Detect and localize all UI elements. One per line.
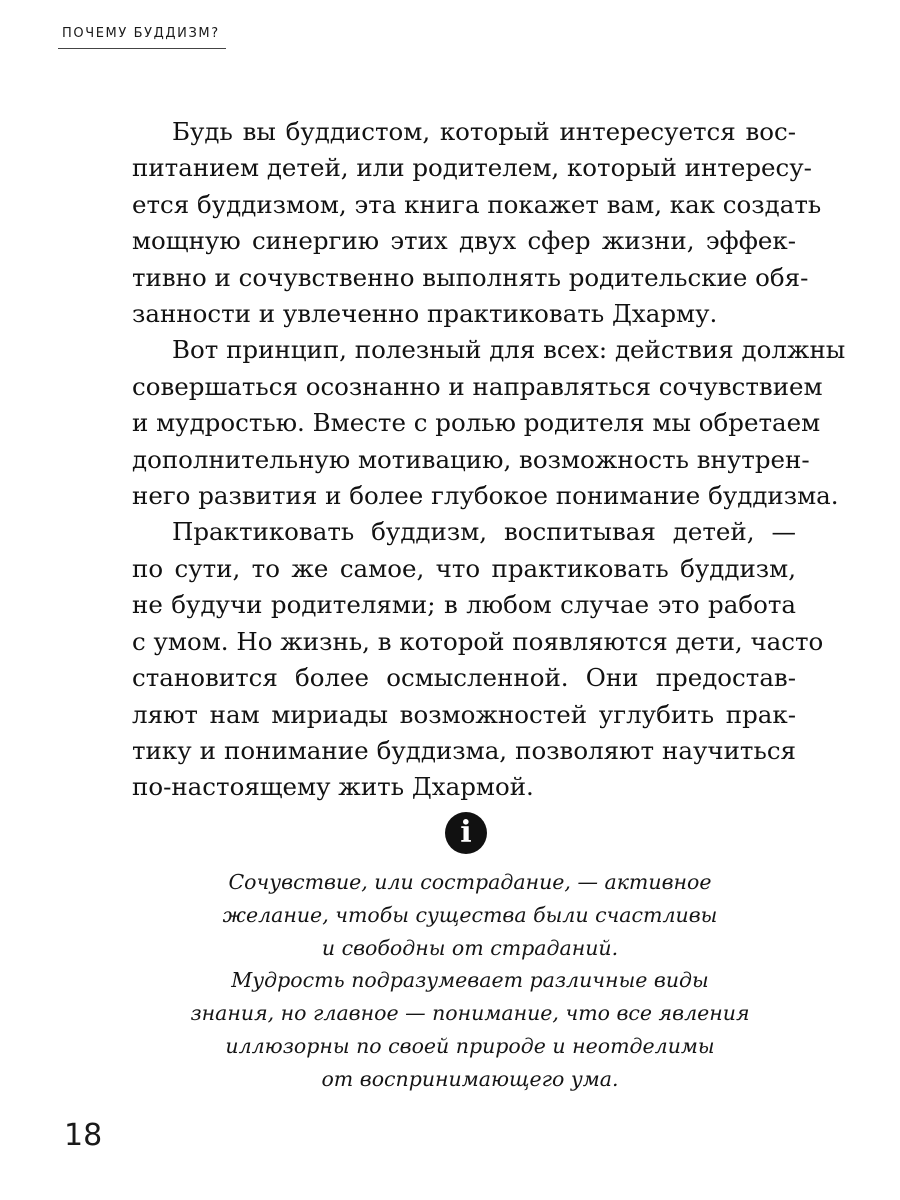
text-line: ется буддизмом, эта книга покажет вам, как создать (132, 189, 822, 219)
text-line: и мудростью. Вместе с ролью родителя мы обретаем (132, 408, 821, 438)
text-line: по-настоящему жить Дхармой. (132, 772, 534, 802)
note-line: Мудрость подразумевает различные виды (231, 968, 709, 993)
text-line: совершаться осознанно и направляться сочувствием (132, 371, 823, 401)
text-line: Будь вы буддистом, который интересуется вос- (172, 117, 796, 146)
paragraph-1 (132, 114, 822, 332)
note-line: знания, но главное — понимание, что все явления (190, 1001, 750, 1026)
text-line: с умом. Но жизнь, в которой появляются дети, часто (132, 626, 824, 656)
text-line: становится более осмысленной. Они предостав- (132, 663, 796, 693)
text-line: Практиковать буддизм, воспитывая детей, — (172, 517, 796, 547)
text-line: него развития и более глубокое понимание буддизма. (132, 481, 839, 511)
text-line: тику и понимание буддизма, позволяют научиться (132, 735, 796, 765)
text-line: дополнительную мотивацию, возможность внутрен- (132, 444, 810, 474)
page-number: 18 (64, 1118, 103, 1153)
note-line: от воспринимающего ума. (321, 1066, 619, 1091)
text-line: по сути, то же самое, что практиковать буддизм, (132, 553, 796, 583)
note-line: иллюзорны по своей природе и неотделимы (225, 1033, 715, 1058)
text-line: занности и увлеченно практиковать Дхарму. (132, 299, 718, 329)
text-line: не будучи родителями; в любом случае это работа (132, 590, 796, 620)
paragraph-2 (132, 332, 846, 514)
text-line: Вот принцип, полезный для всех: действия должны (172, 335, 846, 365)
paragraph-3 (132, 514, 824, 805)
text-line: ляют нам мириады возможностей углубить прак- (132, 699, 796, 729)
running-head: ПОЧЕМУ БУДДИЗМ? (62, 26, 220, 41)
text-line: питанием детей, или родителем, который интересу- (132, 153, 812, 183)
info-icon: i (445, 812, 487, 854)
running-head-rule (58, 48, 226, 49)
info-note (150, 866, 790, 1096)
body-text (132, 114, 846, 806)
note-line: желание, чтобы существа были счастливы (222, 902, 718, 927)
text-line: тивно и сочувственно выполнять родительские обя- (132, 262, 809, 292)
note-line: Сочувствие, или сострадание, — активное (228, 870, 712, 894)
text-line: мощную синергию этих двух сфер жизни, эффек- (132, 226, 796, 256)
note-line: и свободны от страданий. (321, 935, 619, 960)
